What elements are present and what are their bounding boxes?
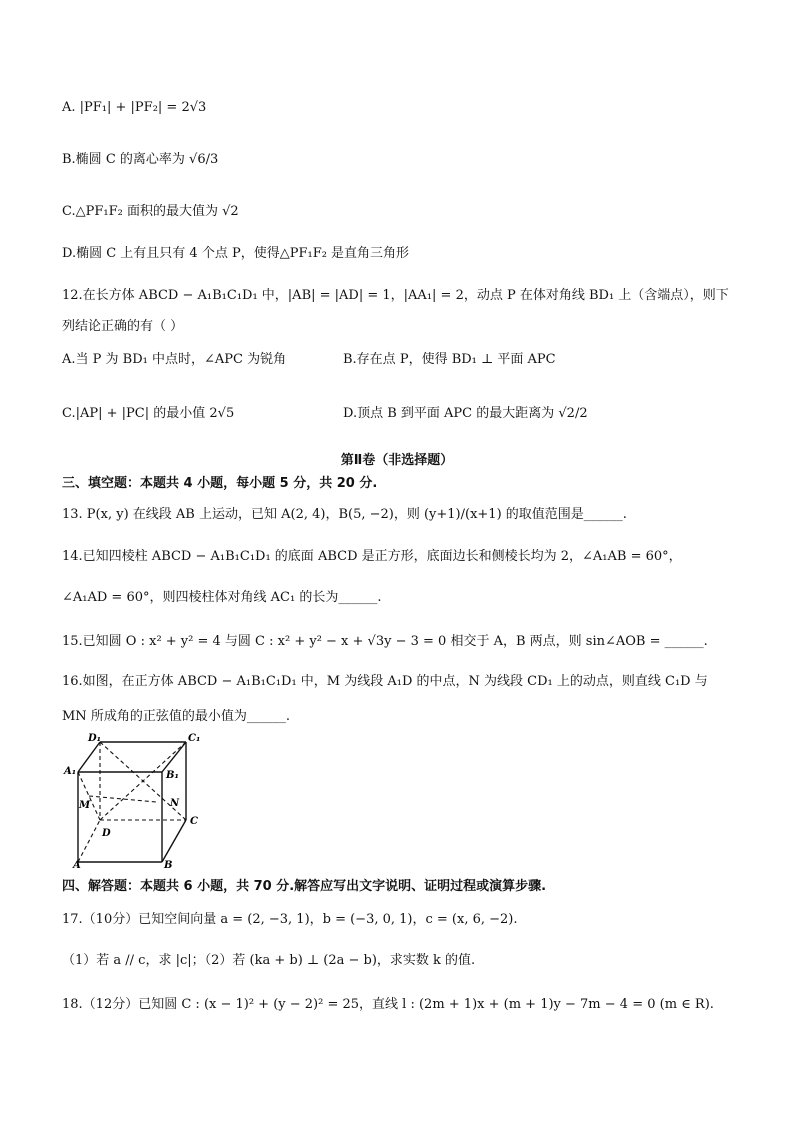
q11-option-d: D.椭圆 C 上有且只有 4 个点 P，使得△PF₁F₂ 是直角三角形: [62, 246, 410, 261]
q11-option-a: A. |PF₁| + |PF₂| = 2√3: [62, 100, 207, 115]
q13: 13. P(x, y) 在线段 AB 上运动，已知 A(2, 4)，B(5, −2)，则 (y+1)/(x+1) 的取值范围是______.: [62, 507, 627, 522]
edge-bc: [162, 820, 186, 862]
q14-line2: ∠A₁AD = 60°，则四棱柱体对角线 AC₁ 的长为______.: [62, 590, 382, 605]
q12-option-b: B.存在点 P，使得 BD₁ ⊥ 平面 APC: [343, 352, 556, 367]
q17-line1: 17.（10分）已知空间向量 a = (2, −3, 1)，b = (−3, 0, 1)，c = (x, 6, −2).: [62, 912, 518, 927]
section4-heading: 四、解答题：本题共 6 小题，共 70 分.解答应写出文字说明、证明过程或演算步骤.: [62, 879, 547, 894]
label-A1: A₁: [64, 766, 77, 777]
part2-title: 第Ⅱ卷（非选择题）: [340, 453, 454, 468]
q14-line1: 14.已知四棱柱 ABCD − A₁B₁C₁D₁ 的底面 ABCD 是正方形，底面边长和侧棱长均为 2，∠A₁AB = 60°，: [62, 549, 682, 564]
q16-line1: 16.如图，在正方体 ABCD − A₁B₁C₁D₁ 中，M 为线段 A₁D 的中点，N 为线段 CD₁ 上的动点，则直线 C₁D 与: [62, 674, 708, 689]
label-C: C: [190, 816, 198, 827]
q15: 15.已知圆 O : x² + y² = 4 与圆 C : x² + y² − x + √3y − 3 = 0 相交于 A，B 两点，则 sin∠AOB = ______.: [62, 634, 708, 649]
label-A: A: [73, 860, 81, 868]
cube-diagram: [62, 732, 212, 868]
label-M: M: [79, 800, 91, 811]
q17-line2: （1）若 a // c，求 |c|；（2）若 (ka + b) ⊥ (2a − b)，求实数 k 的值.: [62, 953, 476, 968]
label-C1: C₁: [188, 733, 201, 744]
label-D: D: [102, 828, 111, 839]
q18: 18.（12分）已知圆 C : (x − 1)² + (y − 2)² = 25，直线 l : (2m + 1)x + (m + 1)y − 7m − 4 = 0 (m ∈ R).: [62, 997, 714, 1012]
q12-option-c: C.|AP| + |PC| 的最小值 2√5: [62, 406, 235, 421]
label-B1: B₁: [166, 770, 179, 781]
label-N: N: [170, 798, 180, 809]
edge-a1d1: [78, 742, 100, 772]
section3-heading: 三、填空题：本题共 4 小题，每小题 5 分，共 20 分.: [62, 476, 378, 491]
edge-ad: [78, 820, 100, 862]
q12-option-a: A.当 P 为 BD₁ 中点时，∠APC 为锐角: [62, 352, 287, 367]
q12-stem-line1: 12.在长方体 ABCD − A₁B₁C₁D₁ 中，|AB| = |AD| = 1，|AA₁| = 2，动点 P 在体对角线 BD₁ 上（含端点），则下: [62, 288, 729, 303]
cube-figure: [62, 732, 212, 872]
label-D1: D₁: [88, 733, 102, 744]
q12-option-d: D.顶点 B 到平面 APC 的最大距离为 √2/2: [343, 406, 588, 421]
q11-option-b: B.椭圆 C 的离心率为 √6/3: [62, 152, 219, 167]
q11-option-c: C.△PF₁F₂ 面积的最大值为 √2: [62, 204, 239, 219]
label-B: B: [164, 860, 173, 868]
edge-b1c1: [162, 742, 186, 772]
q12-stem-line2: 列结论正确的有（ ）: [62, 319, 184, 334]
q16-line2: MN 所成角的正弦值的最小值为______.: [62, 709, 290, 724]
